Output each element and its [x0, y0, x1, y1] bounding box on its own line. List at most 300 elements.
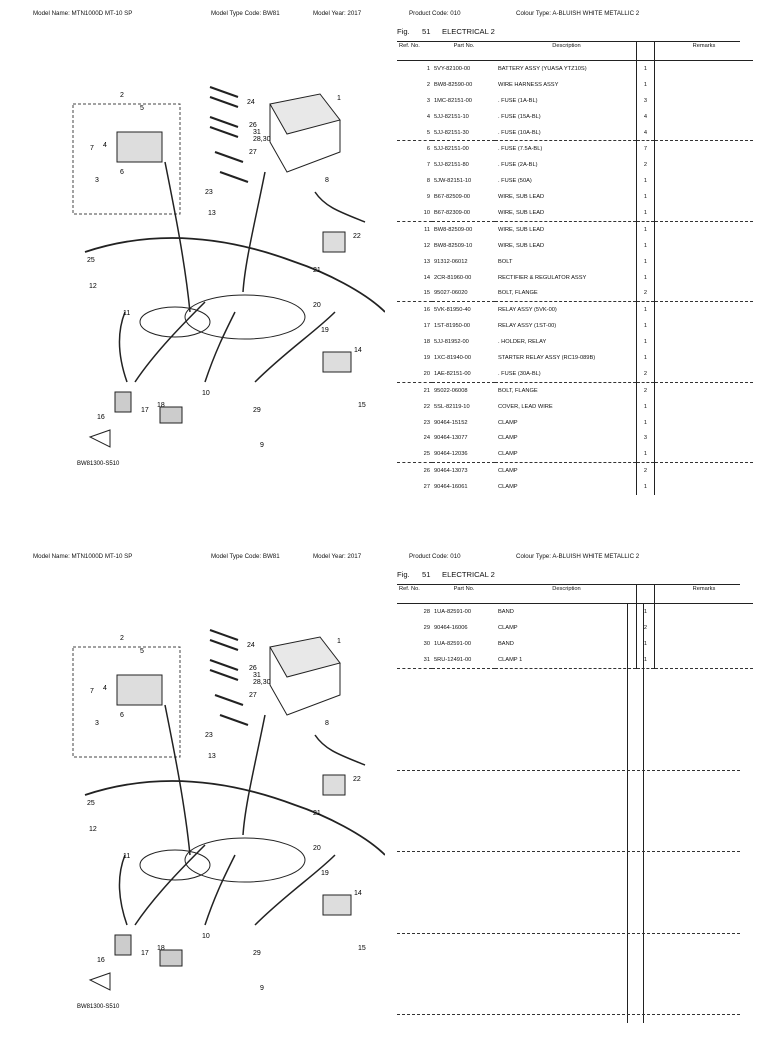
description-cell: CLAMP: [498, 419, 518, 426]
callout-label: 18: [157, 402, 165, 409]
callout-label: 16: [97, 414, 105, 421]
table-row: [397, 430, 753, 446]
qty-cell: 1: [637, 189, 655, 205]
battery-shape: [270, 94, 340, 134]
table-row: [397, 604, 753, 620]
col-ref: Ref. No.: [397, 41, 432, 61]
part-no-cell: BW8-82590-00: [434, 81, 473, 88]
part-no-cell: 90464-16006: [434, 624, 468, 631]
relay-holder: [160, 950, 182, 966]
qty-cell: 1: [637, 173, 655, 189]
qty-cell: 1: [637, 415, 655, 431]
callout-label: 6: [120, 169, 124, 176]
colour-type: Colour Type: A-BLUISH WHITE METALLIC 2: [516, 553, 640, 560]
description-cell: . HOLDER, RELAY: [498, 339, 547, 346]
part-no-cell: 5VY-82100-00: [434, 65, 471, 72]
callout-label: 5: [140, 105, 144, 112]
ref-cell: 13: [423, 258, 430, 265]
fuse-box: [117, 675, 162, 705]
engine-outline: [185, 295, 305, 339]
callout-label: 11: [123, 310, 131, 317]
table-row: [397, 446, 753, 462]
qty-cell: 2: [637, 285, 655, 301]
description-cell: CLAMP: [498, 484, 518, 491]
table-row: [397, 652, 753, 668]
ref-cell: 7: [426, 162, 430, 169]
group-divider: [397, 1014, 740, 1015]
figure-title: ELECTRICAL 2: [442, 27, 495, 36]
ref-cell: 22: [423, 403, 430, 410]
callout-label: 22: [353, 233, 361, 240]
description-cell: STARTER RELAY ASSY (RC19-089B): [498, 354, 596, 361]
model-type-code: Model Type Code: BW81: [211, 553, 280, 560]
ref-cell: 10: [397, 205, 432, 221]
callout-label: 1: [337, 638, 341, 645]
description-cell: . FUSE (15A-BL): [498, 113, 541, 120]
remarks-cell: [655, 366, 754, 382]
wire-branch: [165, 162, 190, 312]
ref-cell: 6: [426, 146, 430, 153]
model-name: Model Name: MTN1000D MT-10 SP: [33, 553, 133, 560]
table-row: [397, 238, 753, 254]
callout-label: 9: [260, 442, 264, 449]
callout-label: 4: [103, 142, 107, 149]
qty-cell: 1: [637, 636, 655, 652]
ref-cell: 21: [423, 387, 430, 394]
callout-label: 19: [321, 870, 329, 877]
qty-cell: 4: [637, 125, 655, 141]
ref-cell: 18: [423, 339, 430, 346]
remarks-cell: [655, 430, 754, 446]
description-cell: WIRE, SUB LEAD: [498, 242, 545, 249]
exploded-diagram: [65, 605, 385, 1025]
callout-label: 13: [208, 210, 216, 217]
col-qty: [637, 41, 655, 61]
clamp-0: [210, 630, 238, 640]
remarks-cell: [655, 141, 754, 157]
figure-heading: [397, 27, 495, 36]
fuse-box: [117, 132, 162, 162]
callout-label: 17: [141, 950, 149, 957]
ref-cell: 31: [397, 652, 432, 668]
callout-label: 12: [89, 826, 97, 833]
table-row: [397, 61, 753, 77]
callout-label: 26: [249, 665, 257, 672]
ref-cell: 28: [423, 608, 430, 615]
col-part: Part No.: [432, 41, 495, 61]
callout-label: 25: [87, 800, 95, 807]
table-row: [397, 415, 753, 431]
qty-cell: 1: [637, 61, 655, 77]
remarks-cell: [655, 652, 754, 668]
ref-cell: 19: [423, 354, 430, 361]
clamp-0: [210, 87, 238, 97]
part-no-cell: 1MC-82151-00: [434, 97, 472, 104]
clamp-5: [220, 715, 248, 725]
table-row: [397, 270, 753, 286]
part-no-cell: 95027-06020: [432, 285, 495, 301]
description-cell: BATTERY ASSY (YUASA YTZ10S): [498, 65, 587, 72]
parts-table: [397, 584, 753, 669]
table-row: [397, 125, 753, 141]
callout-label: 28,30: [253, 679, 271, 686]
part-no-cell: 1ST-81950-00: [434, 323, 471, 330]
ref-cell: 26: [423, 468, 430, 475]
part-no-cell: BW8-82509-10: [434, 242, 473, 249]
fwd-arrow-icon: [90, 973, 110, 990]
part-no-cell: 1UA-82591-00: [434, 640, 471, 647]
ref-cell: 15: [397, 285, 432, 301]
wire-branch: [243, 172, 265, 292]
starter-relay: [323, 775, 345, 795]
table-row: [397, 382, 753, 398]
remarks-cell: [655, 205, 754, 221]
callout-label: 3: [95, 177, 99, 184]
qty-cell: 1: [637, 350, 655, 366]
figure-title: ELECTRICAL 2: [442, 570, 495, 579]
table-row: [397, 173, 753, 189]
clamp-3: [210, 670, 238, 680]
callout-label: 21: [313, 267, 321, 274]
starter-relay: [323, 232, 345, 252]
ref-cell: 24: [423, 435, 430, 442]
qty-cell: 1: [637, 318, 655, 334]
ref-cell: 1: [426, 65, 430, 72]
table-row: [397, 254, 753, 270]
callout-label: 18: [157, 945, 165, 952]
qty-cell: 2: [637, 620, 655, 636]
callout-label: 13: [208, 753, 216, 760]
table-row: [397, 141, 753, 157]
remarks-cell: [655, 604, 754, 620]
ref-cell: 3: [426, 97, 430, 104]
col-remarks: Remarks: [655, 41, 754, 61]
ref-cell: 4: [426, 113, 430, 120]
rectifier: [323, 352, 351, 372]
remarks-cell: [655, 636, 754, 652]
rectifier: [323, 895, 351, 915]
callout-label: 2: [120, 92, 124, 99]
table-row: [397, 302, 753, 318]
remarks-cell: [655, 350, 754, 366]
ref-cell: 12: [423, 242, 430, 249]
callout-label: 28,30: [253, 136, 271, 143]
page-header: [0, 10, 768, 22]
description-cell: . FUSE (50A): [498, 178, 532, 185]
callout-label: 17: [141, 407, 149, 414]
ref-cell: 8: [426, 178, 430, 185]
callout-label: 29: [253, 950, 261, 957]
wire-branch: [119, 312, 127, 382]
col-part: Part No.: [432, 584, 495, 604]
col-desc: Description: [495, 41, 637, 61]
description-cell: CLAMP 1: [495, 652, 637, 668]
wire-branch: [315, 735, 365, 765]
remarks-cell: [655, 334, 754, 350]
callout-label: 27: [249, 149, 257, 156]
clamp-2: [210, 660, 238, 670]
remarks-cell: [655, 238, 754, 254]
part-no-cell: 5SL-82119-10: [434, 403, 470, 410]
model-type-code: Model Type Code: BW81: [211, 10, 280, 17]
col-ref: Ref. No.: [397, 584, 432, 604]
figure-number: 51: [422, 570, 431, 579]
description-cell: . FUSE (10A-BL): [495, 125, 637, 141]
remarks-cell: [655, 318, 754, 334]
table-header-row: [397, 584, 753, 604]
remarks-cell: [655, 61, 754, 77]
colour-type: Colour Type: A-BLUISH WHITE METALLIC 2: [516, 10, 640, 17]
clamp-1: [210, 640, 238, 650]
engine-outline: [185, 838, 305, 882]
model-name: Model Name: MTN1000D MT-10 SP: [33, 10, 133, 17]
callout-label: 8: [325, 177, 329, 184]
ref-cell: 30: [423, 640, 430, 647]
remarks-cell: [655, 125, 754, 141]
qty-cell: 2: [637, 382, 655, 398]
table-row: [397, 366, 753, 382]
table-row: [397, 157, 753, 173]
callout-label: 4: [103, 685, 107, 692]
qty-cell: 1: [637, 238, 655, 254]
product-code: Product Code: 010: [409, 553, 461, 560]
table-row: [397, 93, 753, 109]
callout-label: 23: [205, 732, 213, 739]
qty-cell: 1: [637, 399, 655, 415]
callout-label: 6: [120, 712, 124, 719]
qty-cell: 1: [637, 270, 655, 286]
group-divider: [397, 933, 740, 934]
ref-cell: 14: [423, 274, 430, 281]
col-qty: [637, 584, 655, 604]
description-cell: RELAY ASSY (1ST-00): [498, 323, 557, 330]
description-cell: . FUSE (7.5A-BL): [498, 146, 543, 153]
remarks-cell: [655, 399, 754, 415]
description-cell: WIRE HARNESS ASSY: [498, 81, 559, 88]
callout-label: 20: [313, 302, 321, 309]
battery-shape: [270, 637, 340, 677]
table-row: [397, 479, 753, 495]
description-cell: BOLT: [498, 258, 513, 265]
group-divider: [397, 770, 740, 771]
qty-cell: 1: [637, 446, 655, 462]
callout-label: 7: [90, 688, 94, 695]
description-cell: BAND: [498, 608, 514, 615]
ref-cell: 2: [426, 81, 430, 88]
clamp-5: [220, 172, 248, 182]
part-no-cell: 95022-06008: [434, 387, 468, 394]
qty-cell: 4: [637, 109, 655, 125]
relay-holder: [160, 407, 182, 423]
qty-cell: 1: [637, 221, 655, 237]
table-row: [397, 318, 753, 334]
table-row: [397, 620, 753, 636]
callout-label: 31: [253, 672, 261, 679]
callout-label: 29: [253, 407, 261, 414]
table-row: [397, 205, 753, 221]
ref-cell: 11: [424, 226, 430, 233]
table-header-row: [397, 41, 753, 61]
part-no-cell: 90464-15152: [434, 419, 468, 426]
remarks-cell: [655, 254, 754, 270]
callout-label: 10: [202, 933, 210, 940]
wire-branch: [315, 192, 365, 222]
clamp-4: [215, 152, 243, 162]
description-cell: CLAMP: [498, 435, 518, 442]
callout-label: 12: [89, 283, 97, 290]
clamp-1: [210, 97, 238, 107]
description-cell: WIRE, SUB LEAD: [498, 194, 545, 201]
product-code: Product Code: 010: [409, 10, 461, 17]
relay: [115, 935, 131, 955]
col-desc: Description: [495, 584, 637, 604]
table-row: [397, 350, 753, 366]
remarks-cell: [655, 93, 754, 109]
description-cell: . FUSE (2A-BL): [498, 162, 538, 169]
callout-label: 15: [358, 402, 366, 409]
callout-label: 5: [140, 648, 144, 655]
group-divider: [397, 851, 740, 852]
remarks-cell: [655, 620, 754, 636]
parts-table: [397, 41, 753, 495]
remarks-cell: [655, 479, 754, 495]
part-no-cell: 5JJ-82151-80: [434, 162, 469, 169]
part-no-cell: 91312-06012: [434, 258, 468, 265]
table-row: [397, 463, 753, 479]
fwd-arrow-icon: [90, 430, 110, 447]
part-no-cell: 5JJ-82151-10: [434, 113, 469, 120]
part-no-cell: BW8-82509-00: [434, 226, 473, 233]
description-cell: BOLT, FLANGE: [495, 285, 637, 301]
callout-label: 14: [354, 347, 362, 354]
description-cell: WIRE, SUB LEAD: [495, 205, 637, 221]
part-no-cell: B67-82509-00: [434, 194, 471, 201]
table-row: [397, 636, 753, 652]
callout-label: 21: [313, 810, 321, 817]
qty-cell: 1: [637, 479, 655, 495]
callout-label: 20: [313, 845, 321, 852]
part-no-cell: 1XC-81940-00: [434, 354, 471, 361]
remarks-cell: [655, 415, 754, 431]
description-cell: CLAMP: [495, 446, 637, 462]
ref-cell: 9: [426, 194, 430, 201]
ref-cell: 27: [423, 484, 430, 491]
callout-label: 9: [260, 985, 264, 992]
callout-label: 23: [205, 189, 213, 196]
exploded-diagram: [65, 62, 385, 482]
qty-cell: 1: [637, 334, 655, 350]
ref-cell: 29: [423, 624, 430, 631]
table-row: [397, 189, 753, 205]
callout-label: 2: [120, 635, 124, 642]
callout-label: 3: [95, 720, 99, 727]
qty-cell: 3: [637, 430, 655, 446]
remarks-cell: [655, 446, 754, 462]
qty-cell: 7: [637, 141, 655, 157]
catalog-page-2: [0, 543, 768, 1055]
qty-cell: 1: [637, 205, 655, 221]
wire-branch: [243, 715, 265, 835]
part-no-cell: 5JJ-82151-00: [434, 146, 469, 153]
description-cell: CLAMP: [498, 624, 518, 631]
part-no-cell: 5RU-12491-00: [432, 652, 495, 668]
remarks-cell: [655, 77, 754, 93]
remarks-cell: [655, 173, 754, 189]
catalog-page-1: [0, 0, 768, 512]
remarks-cell: [655, 302, 754, 318]
table-row: [397, 399, 753, 415]
page-header: [0, 553, 768, 565]
part-no-cell: 90464-16061: [434, 484, 468, 491]
part-no-cell: 5JJ-81952-00: [434, 339, 469, 346]
part-no-cell: 5JW-82151-10: [434, 178, 472, 185]
qty-cell: 2: [637, 157, 655, 173]
qty-cell: 1: [637, 254, 655, 270]
wire-branch: [165, 705, 190, 855]
wire-branch: [119, 855, 127, 925]
diagram-code: BW81300-S510: [77, 1004, 120, 1010]
callout-label: 1: [337, 95, 341, 102]
table-row: [397, 334, 753, 350]
ref-cell: 17: [423, 323, 430, 330]
model-year: Model Year: 2017: [313, 553, 362, 560]
description-cell: COVER, LEAD WIRE: [498, 403, 553, 410]
model-year: Model Year: 2017: [313, 10, 362, 17]
callout-label: 22: [353, 776, 361, 783]
col-remarks: Remarks: [655, 584, 754, 604]
callout-label: 31: [253, 129, 261, 136]
qty-rule-left: [627, 603, 628, 1023]
description-cell: CLAMP: [498, 468, 518, 475]
figure-label: Fig.: [397, 27, 410, 36]
table-row: [397, 109, 753, 125]
diagram-code: BW81300-S510: [77, 461, 120, 467]
qty-cell: 1: [637, 302, 655, 318]
remarks-cell: [655, 109, 754, 125]
remarks-cell: [655, 382, 754, 398]
description-cell: BAND: [498, 640, 514, 647]
ref-cell: 16: [423, 307, 430, 314]
remarks-cell: [655, 285, 754, 301]
callout-label: 16: [97, 957, 105, 964]
remarks-cell: [655, 270, 754, 286]
clamp-2: [210, 117, 238, 127]
ref-cell: 25: [397, 446, 432, 462]
remarks-cell: [655, 463, 754, 479]
table-row: [397, 77, 753, 93]
part-no-cell: B67-82309-00: [432, 205, 495, 221]
description-cell: . FUSE (30A-BL): [495, 366, 637, 382]
qty-cell: 1: [637, 652, 655, 668]
figure-label: Fig.: [397, 570, 410, 579]
part-no-cell: 1UA-82591-00: [434, 608, 471, 615]
qty-cell: 3: [637, 93, 655, 109]
ref-cell: 23: [423, 419, 430, 426]
part-no-cell: 2CR-81960-00: [434, 274, 472, 281]
part-no-cell: 90464-12036: [432, 446, 495, 462]
description-cell: RECTIFIER & REGULATOR ASSY: [498, 274, 587, 281]
clamp-4: [215, 695, 243, 705]
callout-label: 25: [87, 257, 95, 264]
callout-label: 27: [249, 692, 257, 699]
description-cell: BOLT, FLANGE: [498, 387, 538, 394]
callout-label: 7: [90, 145, 94, 152]
part-no-cell: 5JJ-82151-30: [432, 125, 495, 141]
relay: [115, 392, 131, 412]
part-no-cell: 90464-13077: [434, 435, 468, 442]
part-no-cell: 1AE-82151-00: [432, 366, 495, 382]
part-no-cell: 5VK-81950-40: [434, 307, 471, 314]
